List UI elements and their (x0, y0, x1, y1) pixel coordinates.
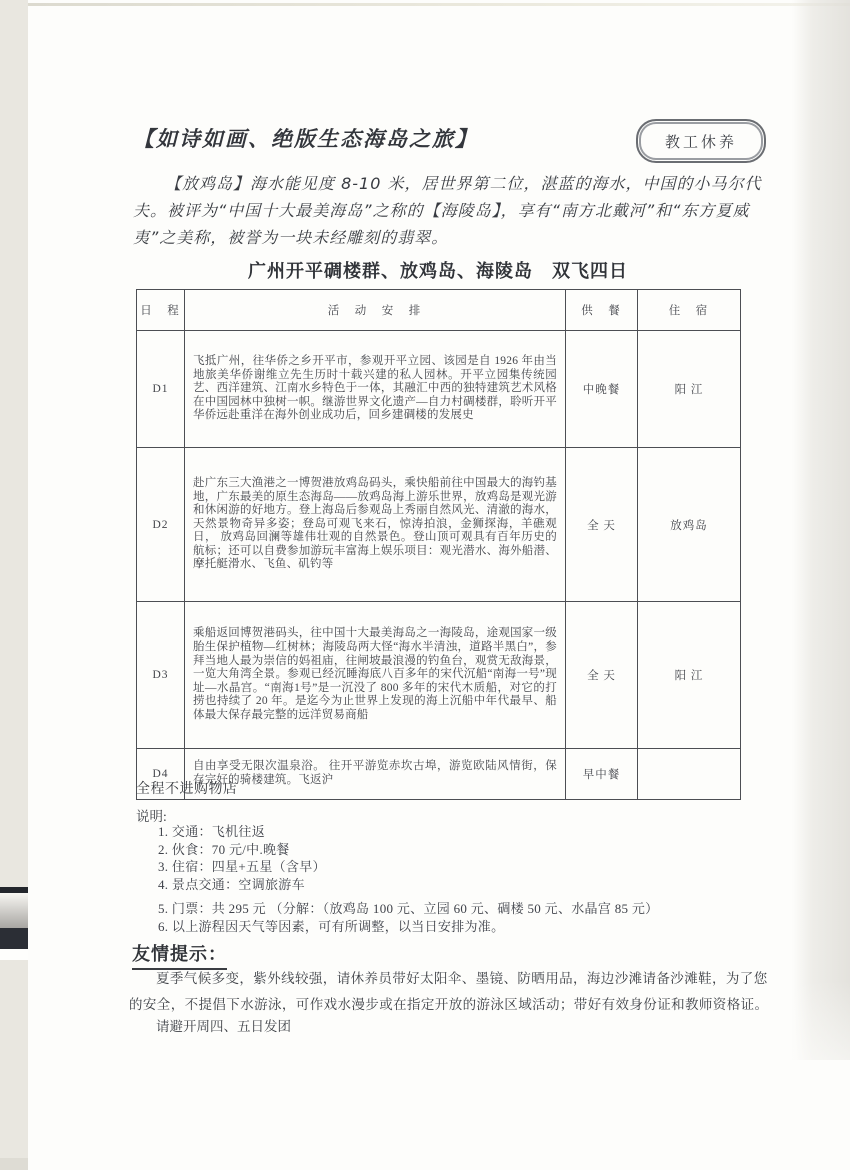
day-cell: D2 (137, 448, 185, 602)
day-cell: D4 (137, 749, 185, 800)
activities-cell: 自由享受无限次温泉浴。 往开平游览赤坎古埠，游览欧陆风情街，保存完好的骑楼建筑。飞返沪 (185, 749, 566, 800)
table-header-row (137, 290, 741, 331)
no-shopping-note: 全程不进购物店 (136, 780, 238, 796)
meals-cell: 中晚餐 (566, 331, 638, 448)
day-cell: D3 (137, 602, 185, 749)
page-title: 【如诗如画、绝版生态海岛之旅】 (133, 127, 478, 151)
table-row (137, 448, 741, 602)
day-cell: D1 (137, 331, 185, 448)
stay-cell: 阳 江 (638, 331, 741, 448)
note-item-meals: 2. 伙食：70 元/中.晚餐 (158, 841, 290, 857)
activities-cell: 飞抵广州，往华侨之乡开平市，参观开平立园、该园是自 1926 年由当地旅美华侨谢维立先生历时十载兴建的私人园林。开平立园集传统园艺、西洋建筑、江南水乡特色于一体，其融汇中西的独特建筑艺术风格在中国园林中独树一帜。继游世界文化遗产—自力村碉楼群，聆听开平华侨远赴重洋在海外创业成功后，回乡建碉楼的发展史 (185, 331, 566, 448)
activities-cell: 赴广东三大渔港之一博贺港放鸡岛码头，乘快船前往中国最大的海钓基地，广东最美的原生态海岛——放鸡岛海上游乐世界，放鸡岛是观光游和休闲游的好地方。登上海岛后参观岛上秀丽自然风光、清澈的海水，天然景物奇异多姿；登岛可观飞来石，惊涛拍浪，金狮探海，羊礁观日， 放鸡岛回澜等雄伟壮观的自然景色。登山顶可观具有百年历史的航标；还可以自费参加游玩丰富海上娱乐项目：观光潜水、海外船潜、摩托艇滑水、飞鱼、矶钓等 (185, 448, 566, 602)
note-item-transport: 1. 交通：飞机往返 (158, 824, 265, 839)
table-row (137, 602, 741, 749)
note-item-hotel: 3. 住宿：四星+五星（含早） (158, 859, 326, 874)
meals-cell: 全 天 (566, 602, 638, 749)
meals-cell: 早中餐 (566, 749, 638, 800)
scan-left-bottom-shade (0, 1158, 28, 1170)
header-meals: 供 餐 (566, 290, 638, 331)
meals-cell: 全 天 (566, 448, 638, 602)
table-row (137, 331, 741, 448)
header-activities: 活 动 安 排 (185, 290, 566, 331)
tips-departure-note: 请避开周四、五日发团 (156, 1019, 291, 1034)
tips-title: 友情提示： (132, 940, 227, 970)
scan-left-edge-band (0, 0, 28, 1170)
itinerary-title: 广州开平碉楼群、放鸡岛、海陵岛 双飞四日 (248, 261, 628, 281)
scan-right-edge-fade (792, 980, 850, 1170)
scan-left-white-gap (0, 949, 28, 960)
tips-body: 夏季气候多变，紫外线较强，请休养员带好太阳伞、墨镜、防晒用品，海边沙滩请备沙滩鞋，为了您的安全，不提倡下水游泳，可作戏水漫步或在指定开放的游泳区域活动；带好有效身份证和教师资格证。 (129, 971, 769, 1012)
stay-cell: 放鸡岛 (638, 448, 741, 602)
notes-title: 说明: (136, 809, 167, 824)
intro-paragraph: 【放鸡岛】海水能见度 8-10 米，居世界第二位，湛蓝的海水，中国的小马尔代夫。被评为“中国十大最美海岛”之称的【海陵岛】，享有“南方北戴河”和“东方夏威夷”之美称，被誉为一块未经雕刻的翡翠。 (133, 174, 762, 247)
staff-recuperation-stamp (636, 119, 766, 163)
stay-cell: 阳 江 (638, 602, 741, 749)
activities-cell: 乘船返回博贺港码头，往中国十大最美海岛之一海陵岛，途观国家一级胎生保护植物—红树林；海陵岛两大怪“海水半清浊，道路半黑白”，参拜当地人最为崇信的妈祖庙，往闸坡最浪漫的钓鱼台，观赏无敌海景，一览大角湾全景。参观已经沉睡海底八百多年的宋代沉船“南海一号”现址—水晶宫。“南海1号”是一沉没了 800 多年的宋代木质船，对它的打捞也持续了 20 年。是迄今为止世界上发现的海上沉船中年代最早、船体最大保存最完整的远洋贸易商船 (185, 602, 566, 749)
scan-left-gradient-mark (0, 893, 28, 928)
note-item-local-transport: 4. 景点交通：空调旅游车 (158, 876, 305, 892)
scan-right-edge-band (792, 0, 850, 1060)
header-day: 日 程 (137, 290, 185, 331)
scan-top-edge-line (28, 3, 850, 6)
scan-left-dark-band (0, 928, 28, 949)
note-item-tickets: 5. 门票：共 295 元 （分解：（放鸡岛 100 元、立园 60 元、碉楼 50 元、水晶宫 85 元） (158, 901, 659, 916)
note-item-weather: 6. 以上游程因天气等因素，可有所调整，以当日安排为准。 (158, 918, 505, 934)
header-stay: 住 宿 (638, 290, 741, 331)
stamp-label: 教工休养 (664, 133, 737, 151)
itinerary-table (136, 289, 741, 800)
notes-list (158, 823, 718, 935)
stay-cell (638, 749, 741, 800)
